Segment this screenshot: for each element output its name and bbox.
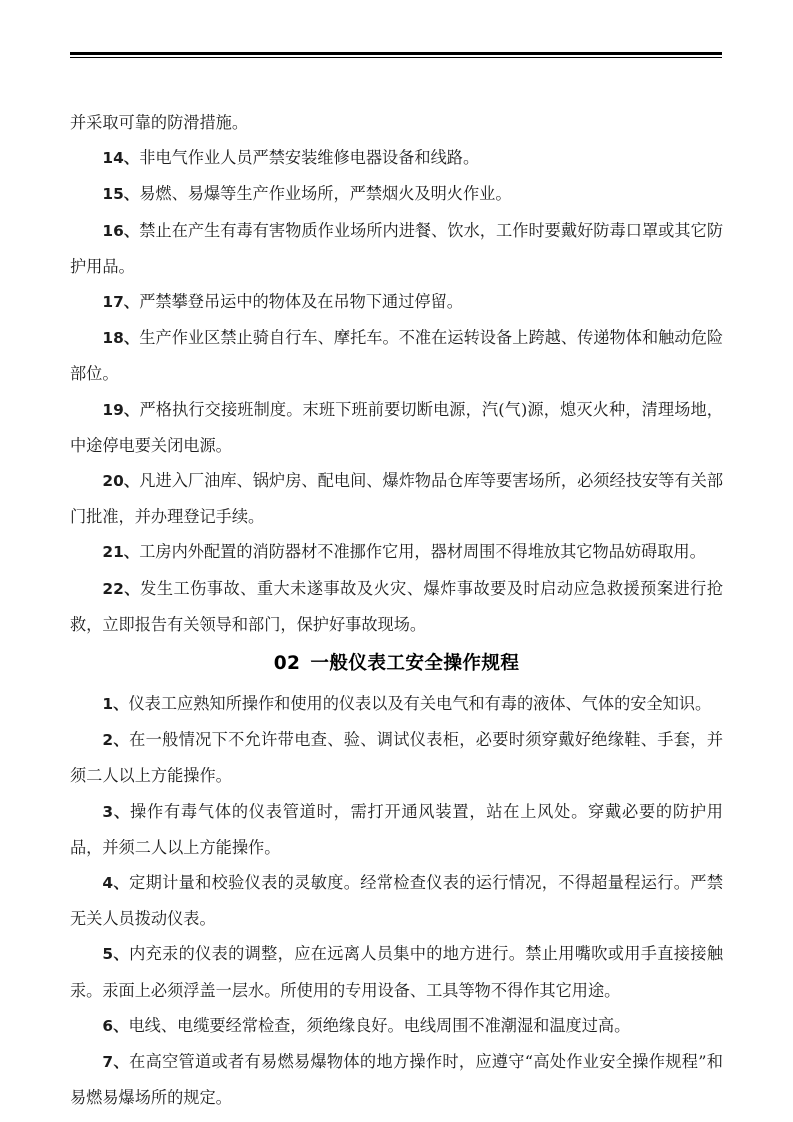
- item-number: 18、: [102, 329, 140, 348]
- item-number: 19、: [102, 400, 140, 419]
- item-number: 2、: [102, 731, 130, 750]
- item-text: 非电气作业人员严禁安装维修电器设备和线路。: [139, 148, 480, 168]
- item-number: 17、: [102, 293, 140, 312]
- header-rule-thin: [70, 57, 722, 58]
- item-text: 仪表工应熟知所操作和使用的仪表以及有关电气和有毒的液体、气体的安全知识。: [128, 694, 712, 714]
- item-text: 易燃、易爆等生产作业场所，严禁烟火及明火作业。: [139, 184, 512, 204]
- item-text: 工房内外配置的消防器材不准挪作它用，器材周围不得堆放其它物品妨碍取用。: [139, 542, 706, 562]
- list-item: [70, 392, 723, 463]
- item-text: 禁止在产生有毒有害物质作业场所内进餐、饮水，工作时要戴好防毒口罩或其它防护用品。: [70, 220, 724, 276]
- item-number: 5、: [102, 945, 130, 964]
- item-text: 发生工伤事故、重大未遂事故及火灾、爆炸事故要及时启动应急救援预案进行抢救，立即报告有关领导和部门，保护好事故现场。: [70, 578, 724, 634]
- list-item: [70, 865, 723, 936]
- continued-paragraph: 并采取可靠的防滑措施。: [70, 113, 249, 132]
- list-item: [70, 534, 723, 570]
- list-item: [70, 213, 723, 284]
- item-number: 15、: [102, 185, 140, 204]
- list-item: [70, 140, 723, 176]
- header-double-rule: [70, 52, 722, 58]
- list-item: [70, 794, 723, 865]
- list-item: [70, 176, 723, 212]
- item-text: 定期计量和校验仪表的灵敏度。经常检查仪表的运行情况，不得超量程运行。严禁无关人员拨动仪表。: [70, 873, 724, 929]
- list-item: [70, 686, 723, 722]
- item-number: 14、: [102, 149, 140, 168]
- item-number: 6、: [102, 1016, 129, 1035]
- list-item: [70, 722, 723, 793]
- item-text: 电线、电缆要经常检查，须绝缘良好。电线周围不准潮湿和温度过高。: [128, 1015, 631, 1035]
- item-text: 生产作业区禁止骑自行车、摩托车。不准在运转设备上跨越、传递物体和触动危险部位。: [70, 328, 724, 384]
- item-text: 操作有毒气体的仪表管道时，需打开通风装置，站在上风处。穿戴必要的防护用品，并须二人以上方能操作。: [70, 801, 723, 857]
- item-text: 内充汞的仪表的调整，应在远离人员集中的地方进行。禁止用嘴吹或用手直接接触汞。汞面上必须浮盖一层水。所使用的专用设备、工具等物不得作其它用途。: [70, 944, 724, 1000]
- list-item: [70, 320, 723, 391]
- list-item: [70, 571, 723, 642]
- item-text: 在高空管道或者有易燃易爆物体的地方操作时，应遵守“高处作业安全操作规程”和易燃易爆场所的规定。: [70, 1052, 723, 1108]
- list-item: [70, 1044, 723, 1115]
- section-heading-title: 一般仪表工安全操作规程: [310, 653, 520, 675]
- item-number: 16、: [102, 221, 140, 240]
- list-item: [70, 284, 723, 320]
- section-heading: [70, 642, 723, 686]
- section-heading-number: 02: [273, 653, 301, 675]
- item-number: 20、: [102, 472, 140, 491]
- item-text: 严格执行交接班制度。末班下班前要切断电源，汽(气)源，熄灭火种，清理场地，中途停电要关闭电源。: [70, 399, 723, 455]
- item-text: 在一般情况下不允许带电查、验、调试仪表柜，必要时须穿戴好绝缘鞋、手套，并须二人以上方能操作。: [70, 730, 724, 786]
- list-item: [70, 463, 723, 534]
- item-number: 3、: [102, 802, 131, 821]
- item-number: 22、: [102, 579, 141, 598]
- item-number: 1、: [102, 695, 129, 714]
- item-number: 21、: [102, 543, 140, 562]
- list-item: [70, 936, 723, 1007]
- item-text: 严禁攀登吊运中的物体及在吊物下通过停留。: [139, 292, 463, 312]
- item-number: 4、: [102, 874, 130, 893]
- item-number: 7、: [102, 1053, 130, 1072]
- list-item: [70, 1008, 723, 1044]
- document-body: [70, 105, 723, 1115]
- item-text: 凡进入厂油库、锅炉房、配电间、爆炸物品仓库等要害场所，必须经技安等有关部门批准，并办理登记手续。: [70, 471, 724, 527]
